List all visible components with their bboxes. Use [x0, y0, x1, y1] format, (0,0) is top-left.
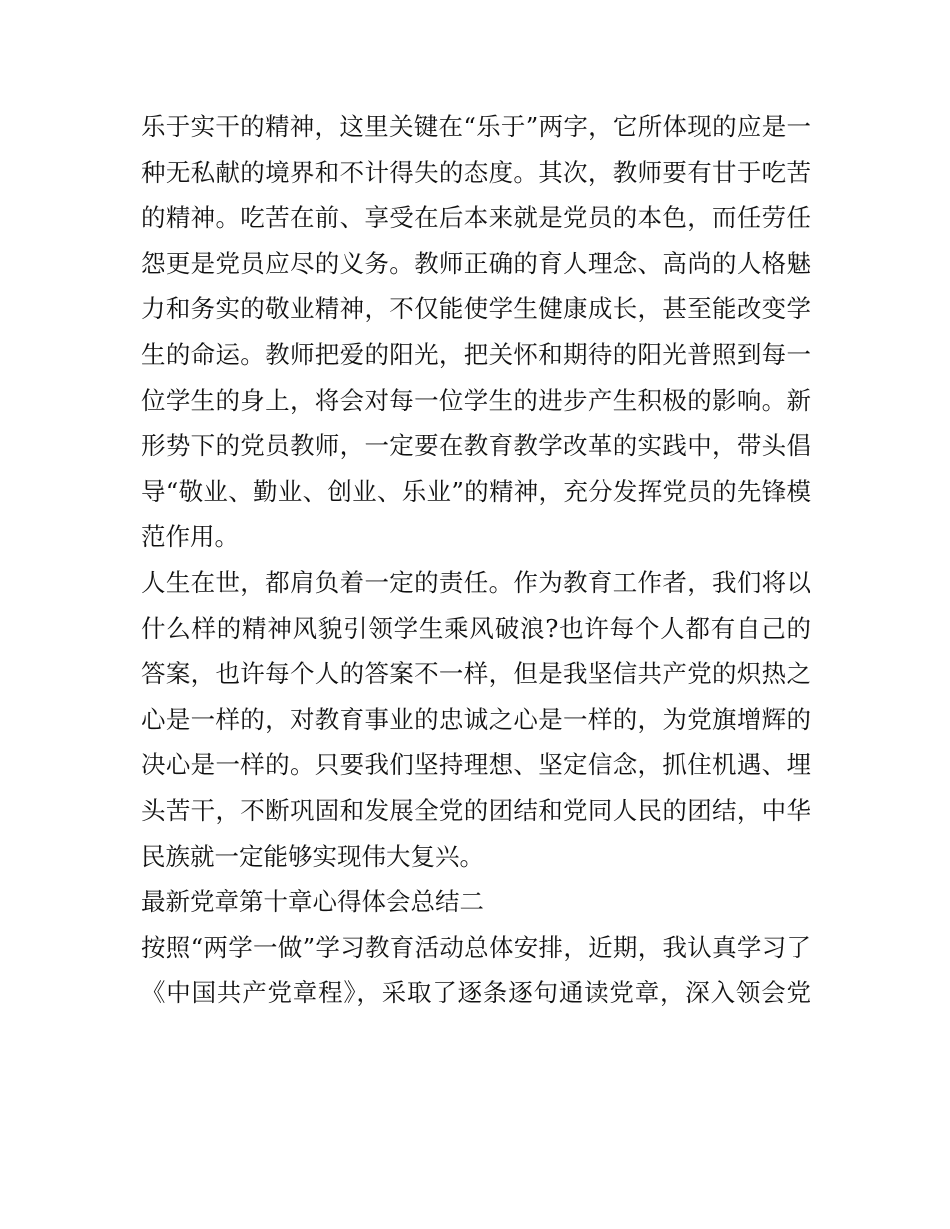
paragraph-teacher-spirit [141, 104, 811, 560]
text-line: 决心是一样的。只要我们坚持理想、坚定信念，抓住机遇、埋 [141, 750, 811, 780]
text-line: 导“敬业、勤业、创业、乐业”的精神，充分发挥党员的先锋模 [141, 476, 811, 506]
section-heading [141, 879, 811, 925]
text-line: 什么样的精神风貌引领学生乘风破浪?也许每个人都有自己的 [141, 613, 811, 643]
text-line: 位学生的身上，将会对每一位学生的进步产生积极的影响。新 [141, 385, 811, 415]
text-line: 人生在世，都肩负着一定的责任。作为教育工作者，我们将以 [141, 567, 811, 597]
text-line: 答案，也许每个人的答案不一样，但是我坚信共产党的炽热之 [141, 659, 811, 689]
text-line: 《中国共产党章程》，采取了逐条逐句通读党章，深入领会党 [141, 978, 811, 1008]
text-line: 怨更是党员应尽的义务。教师正确的育人理念、高尚的人格魅 [141, 248, 811, 278]
text-line: 按照“两学一做”学习教育活动总体安排，近期，我认真学习了 [141, 932, 811, 962]
text-line: 民族就一定能够实现伟大复兴。 [141, 841, 484, 871]
text-line: 心是一样的，对教育事业的忠诚之心是一样的，为党旗增辉的 [141, 704, 811, 734]
paragraph-study-plan [141, 925, 811, 1016]
text-line: 生的命运。教师把爱的阳光，把关怀和期待的阳光普照到每一 [141, 339, 811, 369]
document-body [141, 104, 811, 1016]
paragraph-responsibility [141, 560, 811, 879]
text-line: 的精神。吃苦在前、享受在后本来就是党员的本色，而任劳任 [141, 203, 811, 233]
text-line: 种无私献的境界和不计得失的态度。其次，教师要有甘于吃苦 [141, 157, 811, 187]
text-line: 范作用。 [141, 522, 239, 552]
text-line: 形势下的党员教师，一定要在教育教学改革的实践中，带头倡 [141, 431, 811, 461]
section-heading-text: 最新党章第十章心得体会总结二 [141, 887, 484, 917]
text-line: 力和务实的敬业精神，不仅能使学生健康成长，甚至能改变学 [141, 294, 811, 324]
text-line: 头苦干，不断巩固和发展全党的团结和党同人民的团结，中华 [141, 795, 811, 825]
text-line: 乐于实干的精神，这里关键在“乐于”两字，它所体现的应是一 [141, 112, 811, 141]
